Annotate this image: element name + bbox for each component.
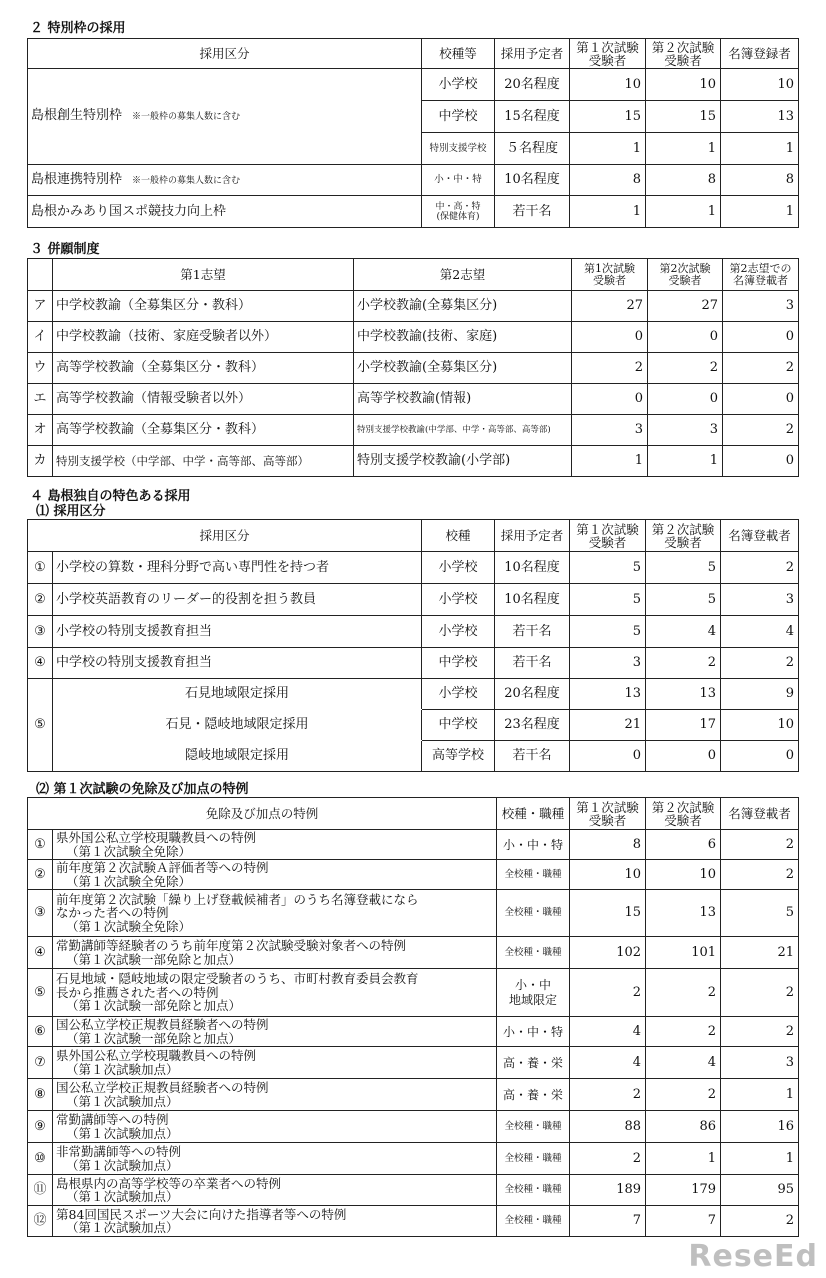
category-line: なかった者への特例 — [56, 905, 169, 921]
registered-cell: 0 — [723, 322, 799, 353]
category-cell — [28, 165, 422, 196]
school-cell — [422, 196, 495, 228]
category-line: 常勤講師等経験者のうち前年度第２次試験受験対象者への特例 — [56, 938, 407, 953]
category-cell: 石見・隠岐地域限定採用 — [53, 710, 422, 741]
first-choice-cell: 高等学校教諭（情報受験者以外） — [53, 384, 354, 415]
first-cell: 2 — [570, 1079, 646, 1111]
table-row — [28, 196, 799, 228]
school-cell: 中学校 — [422, 101, 495, 133]
school-cell: 小学校 — [422, 552, 495, 584]
first-cell: 15 — [570, 101, 646, 133]
school-cell: 全校種・職種 — [497, 1206, 570, 1237]
row-key: ① — [28, 830, 53, 860]
header-second — [646, 798, 721, 830]
row-key: ウ — [28, 353, 53, 384]
category-line: （第１次試験加点） — [66, 1125, 179, 1141]
category-line: 石見地域・隠岐地域の限定受験者のうち、市町村教育委員会教育 — [56, 971, 419, 987]
planned-cell: ５名程度 — [495, 133, 570, 165]
header-second — [646, 520, 721, 552]
category-line: （第１次試験一部免除と加点） — [66, 998, 242, 1014]
category-line: （第１次試験加点） — [66, 1157, 179, 1173]
second-cell: 6 — [646, 830, 721, 860]
header-second-text: 第２次試験 受験者 — [651, 521, 715, 550]
registered-cell: 2 — [721, 860, 799, 890]
first-cell: 3 — [572, 415, 648, 446]
registered-cell: 2 — [723, 415, 799, 446]
second-choice-cell: 小学校教諭(全募集区分) — [354, 353, 572, 384]
second-cell: 17 — [646, 710, 721, 741]
row-key: ⑤ — [28, 679, 53, 772]
second-cell: 1 — [648, 446, 723, 477]
registered-cell: 3 — [723, 291, 799, 322]
second-choice-cell: 高等学校教諭(情報) — [354, 384, 572, 415]
second-cell: 86 — [646, 1111, 721, 1143]
planned-cell: 10名程度 — [495, 584, 570, 616]
header-first — [570, 520, 646, 552]
second-cell: 15 — [646, 101, 721, 133]
row-key: ⑩ — [28, 1143, 53, 1175]
school-cell: 中学校 — [422, 710, 495, 741]
category-line: （第１次試験加点） — [66, 1061, 179, 1077]
category-note: ※一般枠の募集人数に含む — [132, 175, 241, 186]
row-key: カ — [28, 446, 53, 477]
school-cell: 全校種・職種 — [497, 860, 570, 890]
first-cell: 10 — [570, 69, 646, 101]
row-key: ③ — [28, 616, 53, 648]
table-row — [28, 1206, 799, 1237]
second-cell: 10 — [646, 860, 721, 890]
category-line: 国公私立学校正規教員経験者への特例 — [56, 1080, 269, 1095]
second-cell: 1 — [646, 196, 721, 228]
registered-cell: 10 — [721, 69, 799, 101]
header-registered — [723, 259, 799, 291]
table-row — [28, 1143, 799, 1175]
category-cell: 小学校の算数・理科分野で高い専門性を持つ者 — [53, 552, 422, 584]
first-cell: 102 — [570, 937, 646, 969]
table-row — [28, 741, 799, 772]
first-cell: 15 — [570, 890, 646, 937]
category-line: 前年度第２次試験「繰り上げ登載候補者」のうち名簿登載になら — [56, 891, 419, 907]
registered-cell: 13 — [721, 101, 799, 133]
second-cell: 13 — [646, 890, 721, 937]
school-cell: 高・養・栄 — [497, 1079, 570, 1111]
registered-cell: 2 — [721, 648, 799, 679]
second-cell: 27 — [648, 291, 723, 322]
registered-cell: 3 — [721, 1047, 799, 1079]
school-cell: 中学校 — [422, 648, 495, 679]
first-choice-cell: 特別支援学校（中学部、中学・高等部、高等部） — [53, 446, 354, 477]
first-cell: 5 — [570, 584, 646, 616]
table-row — [28, 679, 799, 710]
second-cell: 1 — [646, 1143, 721, 1175]
header-school: 校種・職種 — [497, 798, 570, 830]
header-category: 採用区分 — [28, 520, 422, 552]
category-cell — [53, 860, 497, 890]
category-cell: 石見地域限定採用 — [53, 679, 422, 710]
first-cell: 2 — [570, 969, 646, 1017]
category-cell: 小学校英語教育のリーダー的役割を担う教員 — [53, 584, 422, 616]
school-cell: 小学校 — [422, 69, 495, 101]
school-cell: 特別支援学校 — [422, 133, 495, 165]
row-key: ④ — [28, 937, 53, 969]
registered-cell: 10 — [721, 710, 799, 741]
category-cell — [53, 937, 497, 969]
first-cell: 21 — [570, 710, 646, 741]
first-cell: 4 — [570, 1017, 646, 1047]
school-cell — [497, 969, 570, 1017]
second-cell: 2 — [646, 1079, 721, 1111]
table-row — [28, 830, 799, 860]
first-cell: 13 — [570, 679, 646, 710]
table-row — [28, 969, 799, 1017]
section2-heading: ２ 特別枠の採用 — [30, 21, 126, 36]
header-first — [572, 259, 648, 291]
category-line: （第１次試験全免除） — [66, 843, 192, 859]
row-key: ① — [28, 552, 53, 584]
planned-cell: 若干名 — [495, 616, 570, 648]
header-first-text: 第１次試験 受験者 — [576, 521, 639, 550]
registered-cell: 2 — [723, 353, 799, 384]
header-key — [28, 259, 53, 291]
category-line: （第１次試験一部免除と加点） — [66, 951, 242, 967]
table-row — [28, 165, 799, 196]
registered-cell: 95 — [721, 1175, 799, 1206]
first-cell: 2 — [572, 353, 648, 384]
registered-cell: 1 — [721, 133, 799, 165]
registered-cell: 9 — [721, 679, 799, 710]
header-second-choice: 第2志望 — [354, 259, 572, 291]
first-cell: 4 — [570, 1047, 646, 1079]
second-choice-cell: 特別支援学校教諭(小学部) — [354, 446, 572, 477]
second-cell: 0 — [648, 322, 723, 353]
header-school: 校種 — [422, 520, 495, 552]
first-cell: 1 — [570, 196, 646, 228]
school-cell: 高・養・栄 — [497, 1047, 570, 1079]
registered-cell: 0 — [723, 446, 799, 477]
header-second — [648, 259, 723, 291]
category-line: 非常勤講師等への特例 — [56, 1144, 182, 1159]
registered-cell: 1 — [721, 196, 799, 228]
header-registered: 名簿登載者 — [721, 520, 799, 552]
registered-cell: 21 — [721, 937, 799, 969]
second-cell: 5 — [646, 584, 721, 616]
section4-heading: ４ 島根独自の特色ある採用 — [30, 489, 191, 504]
first-cell: 189 — [570, 1175, 646, 1206]
table-row — [28, 552, 799, 584]
first-choice-cell: 高等学校教諭（全募集区分・教科） — [53, 415, 354, 446]
category-line: （第１次試験加点） — [66, 1220, 179, 1235]
school-line: (保健体育) — [436, 211, 480, 222]
first-choice-cell: 中学校教諭（全募集区分・教科） — [53, 291, 354, 322]
table-row — [28, 937, 799, 969]
school-cell: 全校種・職種 — [497, 1111, 570, 1143]
first-cell: 27 — [572, 291, 648, 322]
school-cell: 小学校 — [422, 679, 495, 710]
row-key: ⑤ — [28, 969, 53, 1017]
section3-heading: ３ 併願制度 — [30, 242, 100, 257]
table-row — [28, 291, 799, 322]
registered-cell: 0 — [723, 384, 799, 415]
second-cell: 3 — [648, 415, 723, 446]
planned-cell: 20名程度 — [495, 69, 570, 101]
exemption-table — [27, 797, 799, 1237]
special-quota-table — [27, 38, 799, 228]
table-row — [28, 446, 799, 477]
first-cell: 5 — [570, 552, 646, 584]
category-cell — [53, 1143, 497, 1175]
category-line: （第１次試験加点） — [66, 1189, 179, 1204]
category-name: 島根創生特別枠 — [31, 108, 123, 123]
category-name: 島根連携特別枠 — [31, 171, 123, 187]
registered-cell: 3 — [721, 584, 799, 616]
row-key: ⑦ — [28, 1047, 53, 1079]
first-cell: 88 — [570, 1111, 646, 1143]
table-row — [28, 1079, 799, 1111]
school-line: 地域限定 — [509, 992, 558, 1007]
category-cell — [53, 890, 497, 937]
first-choice-cell: 高等学校教諭（全募集区分・教科） — [53, 353, 354, 384]
school-cell: 小・中・特 — [422, 165, 495, 196]
registered-cell: 2 — [721, 969, 799, 1017]
table-row — [28, 648, 799, 679]
second-choice-cell: 小学校教諭(全募集区分) — [354, 291, 572, 322]
header-first-choice: 第1志望 — [53, 259, 354, 291]
second-cell: 7 — [646, 1206, 721, 1237]
row-key: ⑧ — [28, 1079, 53, 1111]
row-key: ⑫ — [28, 1206, 53, 1237]
unique-recruitment-table — [27, 519, 799, 772]
first-cell: 2 — [570, 1143, 646, 1175]
combined-application-table — [27, 258, 799, 477]
first-cell: 7 — [570, 1206, 646, 1237]
school-cell: 全校種・職種 — [497, 890, 570, 937]
header-registered: 名簿登録者 — [721, 39, 799, 69]
registered-cell: 4 — [721, 616, 799, 648]
first-cell: 10 — [570, 860, 646, 890]
school-cell: 全校種・職種 — [497, 1175, 570, 1206]
row-key: イ — [28, 322, 53, 353]
row-key: ⑨ — [28, 1111, 53, 1143]
category-cell — [28, 69, 422, 165]
header-first — [570, 39, 646, 69]
first-cell: 5 — [570, 616, 646, 648]
table-row — [28, 1047, 799, 1079]
category-cell — [53, 969, 497, 1017]
category-line: 国公私立学校正規教員経験者への特例 — [56, 1017, 269, 1032]
category-cell — [53, 1175, 497, 1206]
school-cell: 全校種・職種 — [497, 937, 570, 969]
registered-cell: 8 — [721, 165, 799, 196]
first-cell: 1 — [572, 446, 648, 477]
first-cell: 3 — [570, 648, 646, 679]
category-cell: 小学校の特別支援教育担当 — [53, 616, 422, 648]
second-cell: 2 — [646, 1017, 721, 1047]
header-first — [570, 798, 646, 830]
registered-cell: 1 — [721, 1079, 799, 1111]
registered-cell: 16 — [721, 1111, 799, 1143]
school-cell: 高等学校 — [422, 741, 495, 772]
planned-cell: 23名程度 — [495, 710, 570, 741]
school-cell: 小・中・特 — [497, 1017, 570, 1047]
category-line: 県外国公私立学校現職教員への特例 — [56, 1048, 257, 1063]
header-registered: 名簿登載者 — [721, 798, 799, 830]
planned-cell: 15名程度 — [495, 101, 570, 133]
registered-cell: 2 — [721, 1206, 799, 1237]
watermark-logo: ReseEd — [688, 1239, 818, 1274]
second-cell: 2 — [646, 969, 721, 1017]
table-row — [28, 415, 799, 446]
category-cell: 隠岐地域限定採用 — [53, 741, 422, 772]
second-choice-cell: 特別支援学校教諭(中学部、中学・高等部、高等部) — [354, 415, 572, 446]
category-cell — [53, 1206, 497, 1237]
first-cell: 1 — [570, 133, 646, 165]
category-cell — [53, 1079, 497, 1111]
row-key: オ — [28, 415, 53, 446]
row-key: ⑥ — [28, 1017, 53, 1047]
table-row — [28, 384, 799, 415]
second-cell: 1 — [646, 133, 721, 165]
category-line: 県外国公私立学校現職教員への特例 — [56, 830, 257, 845]
category-line: 常勤講師等への特例 — [56, 1112, 169, 1127]
second-cell: 8 — [646, 165, 721, 196]
planned-cell: 10名程度 — [495, 165, 570, 196]
first-choice-cell: 中学校教諭（技術、家庭受験者以外） — [53, 322, 354, 353]
second-cell: 5 — [646, 552, 721, 584]
first-cell: 0 — [572, 384, 648, 415]
category-cell — [53, 1111, 497, 1143]
category-name: 島根かみあり国スポ競技力向上枠 — [31, 203, 227, 219]
row-key: エ — [28, 384, 53, 415]
section4-sub1-heading: ⑴ 採用区分 — [36, 504, 106, 519]
second-choice-cell: 中学校教諭(技術、家庭) — [354, 322, 572, 353]
table-row — [28, 584, 799, 616]
table-row — [28, 1175, 799, 1206]
category-line: （第１次試験一部免除と加点） — [66, 1030, 242, 1046]
registered-cell: 1 — [721, 1143, 799, 1175]
category-line: 第84回国民スポーツ大会に向けた指導者等への特例 — [56, 1206, 347, 1222]
table-row — [28, 322, 799, 353]
category-cell — [53, 1047, 497, 1079]
second-cell: 2 — [648, 353, 723, 384]
second-cell: 101 — [646, 937, 721, 969]
category-cell — [53, 830, 497, 860]
first-cell: 0 — [572, 322, 648, 353]
planned-cell: 若干名 — [495, 648, 570, 679]
planned-cell: 10名程度 — [495, 552, 570, 584]
registered-cell: 0 — [721, 741, 799, 772]
first-cell: 0 — [570, 741, 646, 772]
second-cell: 4 — [646, 1047, 721, 1079]
category-cell — [28, 196, 422, 228]
category-line: 長から推薦された者への特例 — [56, 984, 219, 1000]
registered-cell: 2 — [721, 1017, 799, 1047]
table-row — [28, 69, 799, 101]
first-cell: 8 — [570, 165, 646, 196]
second-cell: 13 — [646, 679, 721, 710]
category-line: （第１次試験加点） — [66, 1093, 179, 1109]
header-category: 採用区分 — [28, 39, 422, 69]
header-first-text: 第1次試験 受験者 — [584, 261, 635, 287]
first-cell: 8 — [570, 830, 646, 860]
category-line: （第１次試験全免除） — [66, 873, 192, 889]
header-second-text: 第2次試験 受験者 — [659, 261, 711, 287]
header-first-text: 第１次試験 受験者 — [576, 799, 639, 828]
planned-cell: 20名程度 — [495, 679, 570, 710]
header-first-text: 第１次試験 受験者 — [576, 39, 639, 68]
planned-cell: 若干名 — [495, 741, 570, 772]
header-second-text: 第２次試験 受験者 — [651, 39, 715, 68]
table-row — [28, 860, 799, 890]
category-note: ※一般枠の募集人数に含む — [132, 112, 241, 122]
table-row — [28, 890, 799, 937]
row-key: ② — [28, 860, 53, 890]
header-registered-text: 第2志望での 名簿登載者 — [729, 261, 792, 287]
row-key: ③ — [28, 890, 53, 937]
row-key: ⑪ — [28, 1175, 53, 1206]
school-cell: 全校種・職種 — [497, 1143, 570, 1175]
section4-sub2-heading: ⑵ 第１次試験の免除及び加点の特例 — [36, 782, 249, 797]
second-cell: 2 — [646, 648, 721, 679]
second-cell: 0 — [646, 741, 721, 772]
second-cell: 0 — [648, 384, 723, 415]
table-row — [28, 1017, 799, 1047]
header-second — [646, 39, 721, 69]
category-cell — [53, 1017, 497, 1047]
table-row — [28, 616, 799, 648]
registered-cell: 5 — [721, 890, 799, 937]
school-cell: 小学校 — [422, 616, 495, 648]
category-line: （第１次試験全免除） — [66, 918, 192, 934]
header-planned: 採用予定者 — [495, 520, 570, 552]
second-cell: 179 — [646, 1175, 721, 1206]
category-line: 島根県内の高等学校等の卒業者への特例 — [56, 1175, 282, 1191]
table-row — [28, 710, 799, 741]
table-row — [28, 1111, 799, 1143]
category-line: 前年度第２次試験Ａ評価者等への特例 — [56, 860, 269, 875]
school-cell: 小・中・特 — [497, 830, 570, 860]
category-cell: 中学校の特別支援教育担当 — [53, 648, 422, 679]
row-key: ア — [28, 291, 53, 322]
second-cell: 4 — [646, 616, 721, 648]
school-line: 小・中 — [515, 977, 552, 992]
header-category: 免除及び加点の特例 — [28, 798, 497, 830]
header-planned: 採用予定者 — [495, 39, 570, 69]
header-school: 校種等 — [422, 39, 495, 69]
school-line: 中・高・特 — [435, 201, 481, 212]
row-key: ② — [28, 584, 53, 616]
planned-cell: 若干名 — [495, 196, 570, 228]
table-row — [28, 353, 799, 384]
second-cell: 10 — [646, 69, 721, 101]
row-key: ④ — [28, 648, 53, 679]
registered-cell: 2 — [721, 552, 799, 584]
school-cell: 小学校 — [422, 584, 495, 616]
registered-cell: 2 — [721, 830, 799, 860]
header-second-text: 第２次試験 受験者 — [651, 799, 715, 828]
